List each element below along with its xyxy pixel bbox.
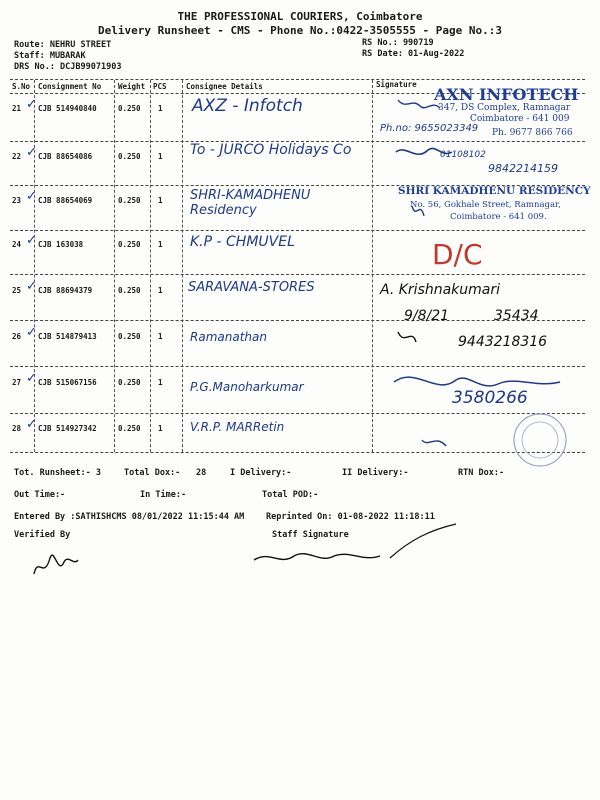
staff-signature [250,520,470,580]
row-consignment: CJB 88694379 [38,286,93,295]
verifier-signature [24,536,84,586]
row-sno: 26 [12,332,22,341]
row-weight: 0.250 [118,332,141,341]
signature-scribbles [376,96,596,456]
row-weight: 0.250 [118,286,141,295]
row-sno: 25 [12,286,22,295]
row-consignee: P.G.Manoharkumar [190,380,304,394]
row-consignment: CJB 514940840 [38,104,97,113]
check-icon: ✓ [26,233,37,248]
row-sno: 28 [12,424,22,433]
in-time-label: In Time:- [140,490,187,500]
route-label: Route: NEHRU STREET [14,40,112,50]
row-consignment: CJB 515067156 [38,378,97,387]
check-icon: ✓ [26,279,37,294]
row-consignment: CJB 88654069 [38,196,93,205]
row-consignment: CJB 514879413 [38,332,97,341]
i-delivery-label: I Delivery:- [230,468,292,478]
entered-by-label: Entered By :SATHISHCMS 08/01/2022 11:15:44 AM [14,512,245,522]
row-consignee: To - JURCO Holidays Co [190,142,352,158]
row-consignee: K.P - CHMUVEL [190,234,295,250]
row-pcs: 1 [158,286,163,295]
total-dox-value: 28 [196,468,207,478]
col-header-weight: Weight [118,82,146,91]
column-divider [150,80,151,452]
axn-stamp-city: Coimbatore - 641 009 [470,114,570,124]
axn-handwritten-phone: Ph.no: 9655023349 [380,123,479,134]
kamadhenu-stamp-address: No. 56, Gokhale Street, Ramnagar, [410,200,561,210]
column-divider [114,80,115,452]
row-consignment: CJB 88654086 [38,152,93,161]
staff-label: Staff: MUBARAK [14,51,86,61]
row-pcs: 1 [158,104,163,113]
total-pod-label: Total POD:- [262,490,319,500]
row-sno: 23 [12,196,22,205]
row-pcs: 1 [158,378,163,387]
column-divider [182,80,183,452]
column-divider [34,80,35,452]
row-consignee: SARAVANA-STORES [188,280,315,295]
company-title: THE PROFESSIONAL COURIERS, Coimbatore [177,10,423,23]
row-weight: 0.250 [118,424,141,433]
row-sno: 21 [12,104,22,113]
sig22-phone: 9842214159 [488,162,558,175]
col-header-pcs: PCS [153,82,167,91]
row-consignment: CJB 514927342 [38,424,97,433]
col-header-consignee: Consignee Details [186,82,263,91]
check-icon: ✓ [26,145,37,160]
total-dox-label: Total Dox:- [124,468,181,478]
verified-by-label: Verified By [14,530,71,540]
row-consignee: Ramanathan [190,330,267,344]
drs-label: DRS No.: DCJB99071903 [14,62,122,72]
sig26-phone: 9443218316 [458,334,548,350]
axn-stamp-name: AXN INFOTECH [434,85,579,104]
row-sno: 24 [12,240,22,249]
row-pcs: 1 [158,424,163,433]
rs-no-label: RS No.: 990719 [362,38,434,48]
row-sno: 27 [12,378,22,387]
col-header-sno: S.No [12,82,31,91]
tot-runsheet-label: Tot. Runsheet:- 3 [14,468,101,478]
row-sno: 22 [12,152,22,161]
col-header-signature: Signature [376,80,417,89]
sig25-number: 35434 [494,308,539,324]
row-weight: 0.250 [118,196,141,205]
row-pcs: 1 [158,196,163,205]
axn-stamp-address: 347, DS Complex, Ramnagar [438,103,571,113]
check-icon: ✓ [26,97,37,112]
reprinted-on-label: Reprinted On: 01-08-2022 11:18:11 [266,512,435,522]
column-divider [372,80,373,452]
sig27-number: 3580266 [452,388,528,408]
sig22-date: 01108102 [440,150,486,160]
check-icon: ✓ [26,417,37,432]
out-time-label: Out Time:- [14,490,66,500]
row-weight: 0.250 [118,240,141,249]
axn-stamp-phone: Ph. 9677 866 766 [492,128,573,138]
check-icon: ✓ [26,371,37,386]
kamadhenu-stamp-city: Coimbatore - 641 009. [450,212,547,222]
sig24-dc-mark: D/C [432,238,483,271]
row-pcs: 1 [158,152,163,161]
sig25-date: 9/8/21 [404,308,450,324]
runsheet-subtitle: Delivery Runsheet - CMS - Phone No.:0422-3505555 - Page No.:3 [98,24,502,37]
rtn-dox-label: RTN Dox:- [458,468,505,478]
row-consignment: CJB 163038 [38,240,84,249]
check-icon: ✓ [26,325,37,340]
check-icon: ✓ [26,189,37,204]
staff-signature-label: Staff Signature [272,530,349,540]
col-header-consignment: Consignment No [38,82,102,91]
row-consignee: AXZ - Infotch [192,96,303,116]
row-weight: 0.250 [118,104,141,113]
row-consignee: V.R.P. MARRetin [190,420,285,434]
rs-date-label: RS Date: 01-Aug-2022 [362,49,465,59]
kamadhenu-stamp-name: SHRI KAMADHENU RESIDENCY [398,185,591,197]
circular-stamp [510,410,570,470]
table-top-rule [10,79,585,80]
row-pcs: 1 [158,332,163,341]
ii-delivery-label: II Delivery:- [342,468,409,478]
row-pcs: 1 [158,240,163,249]
sig25-name: A. Krishnakumari [380,282,501,298]
row-weight: 0.250 [118,378,141,387]
row-weight: 0.250 [118,152,141,161]
row-consignee: SHRI-KAMADHENU Residency [190,188,311,218]
